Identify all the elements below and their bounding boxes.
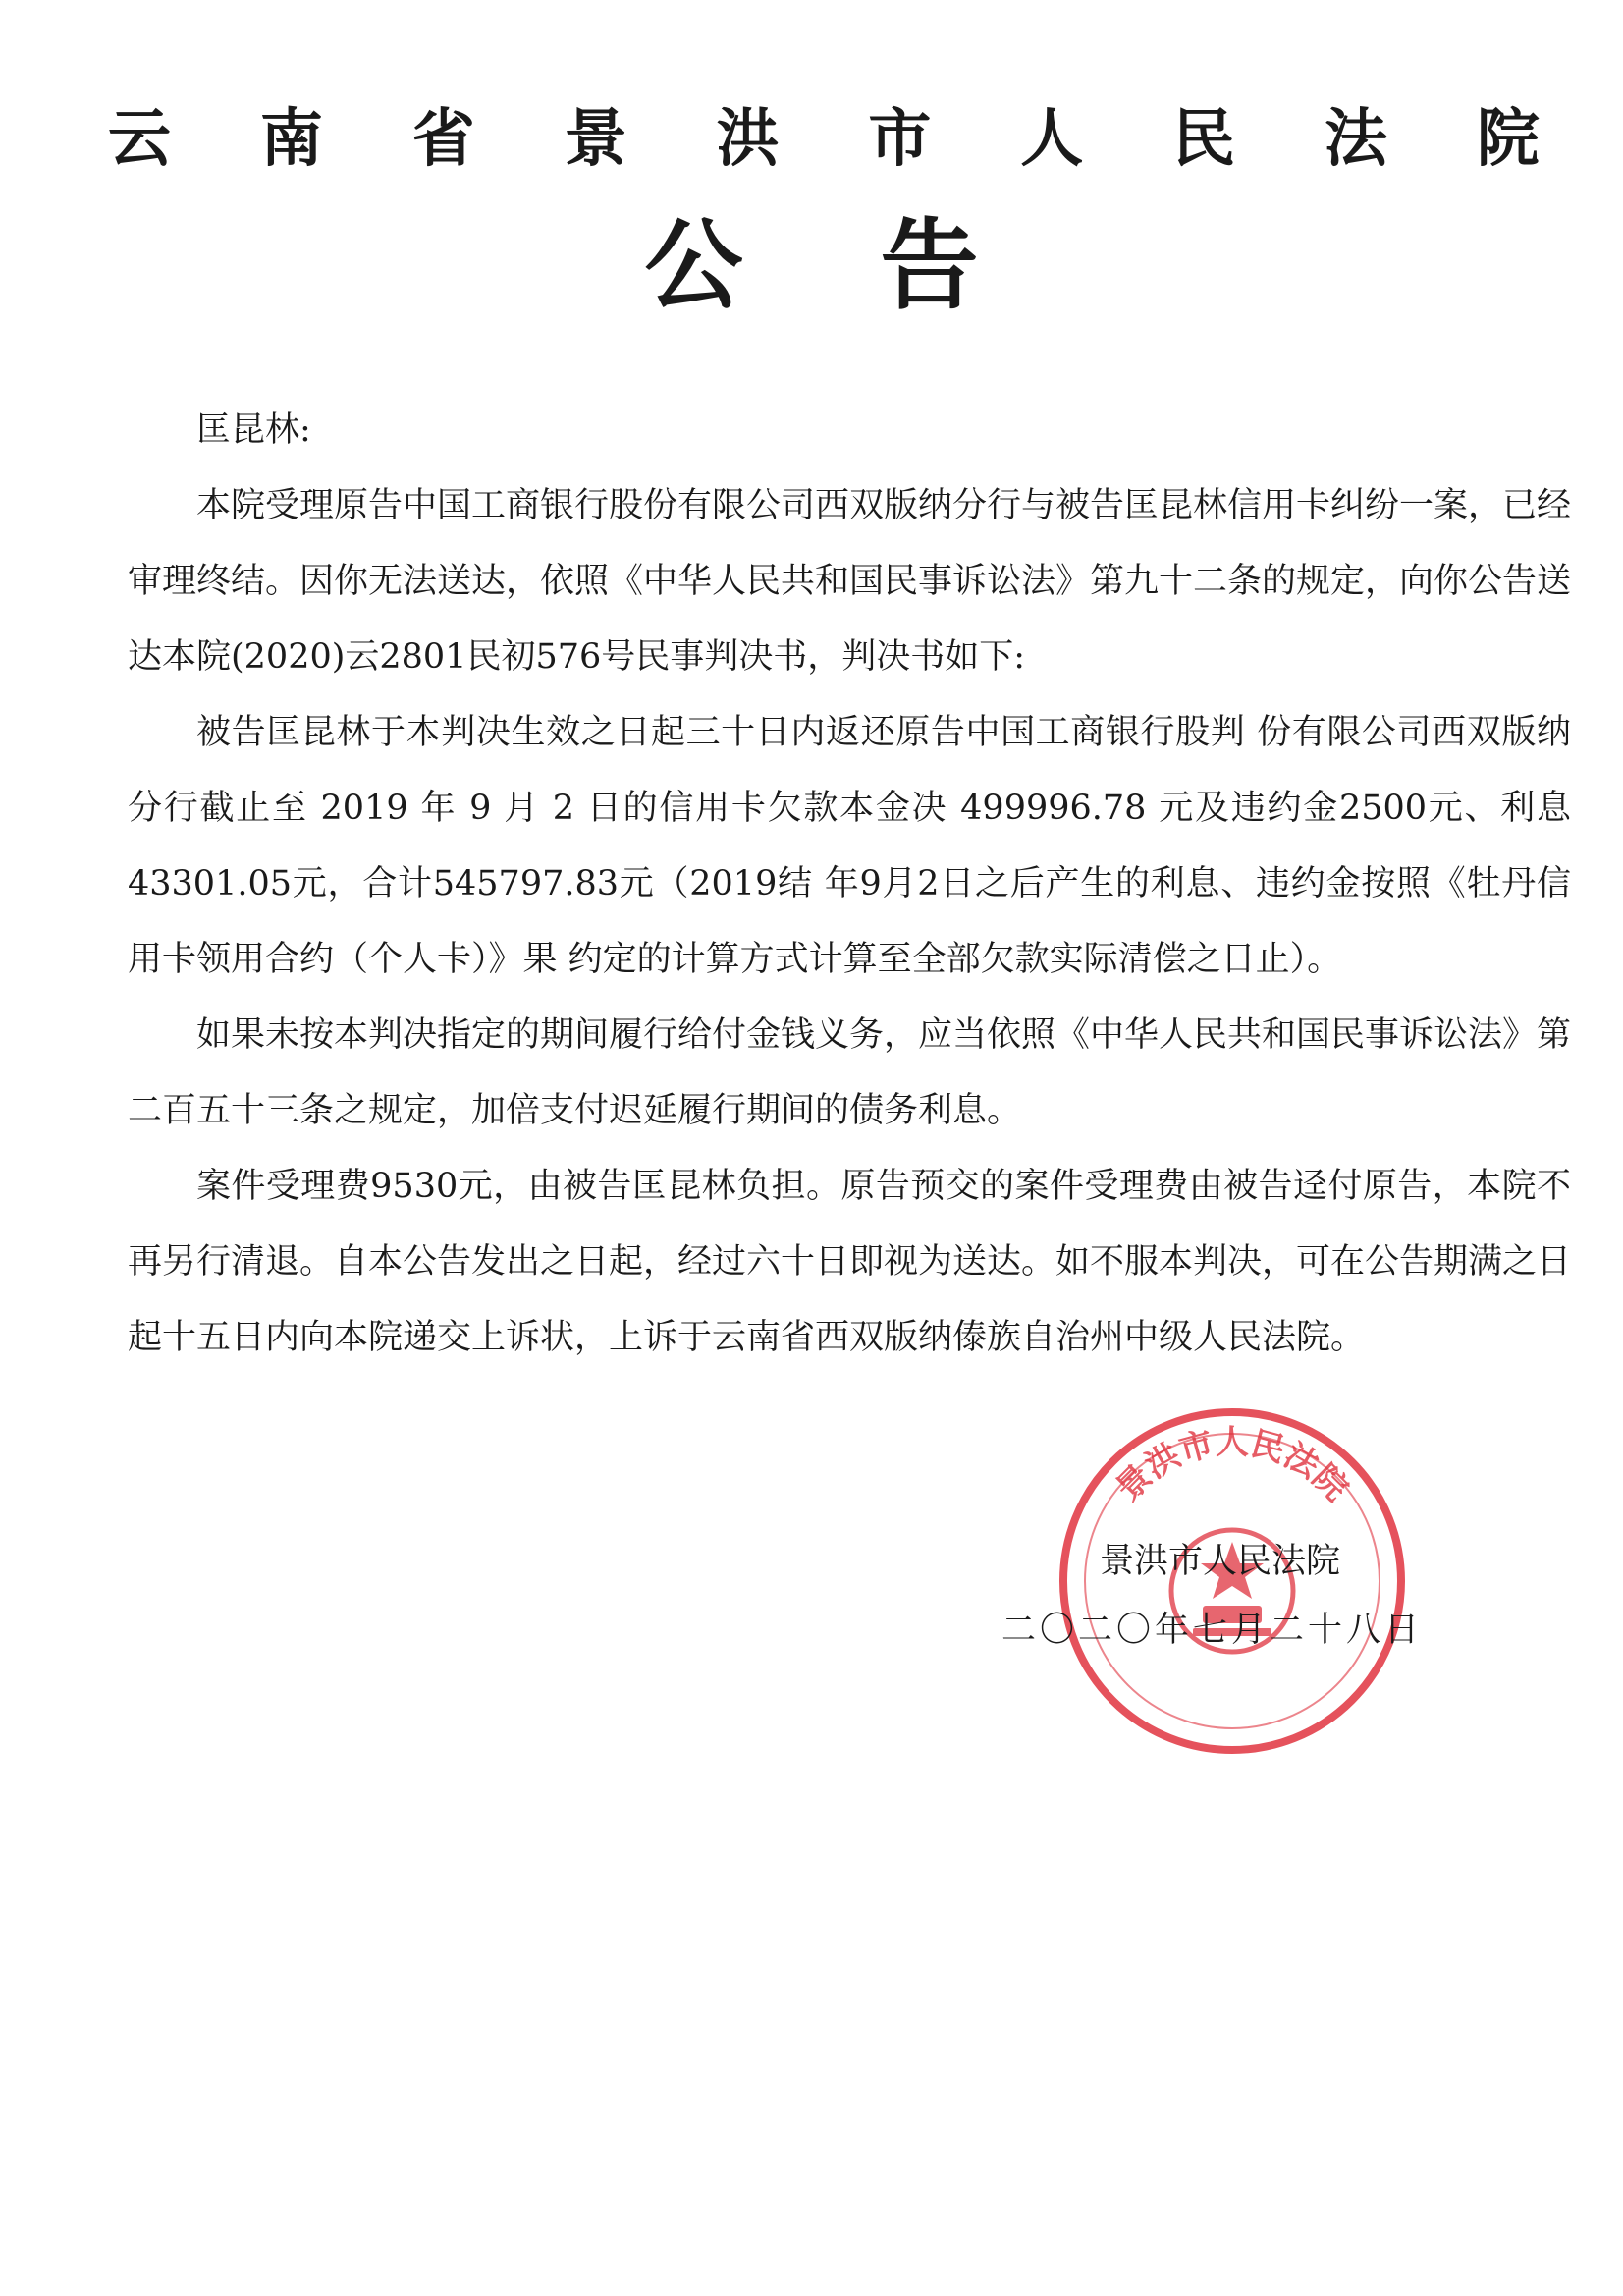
notice-paragraph: 如果未按本判决指定的期间履行给付金钱义务，应当依照《中华人民共和国民事诉讼法》第二百五十三条之规定，加倍支付迟延履行期间的债务利息。 <box>128 1015 1572 1130</box>
court-name-char: 省 <box>411 102 477 176</box>
signature-date: 二〇二〇年七月二十八日 <box>1001 1611 1424 1650</box>
court-name-char: 南 <box>259 102 325 176</box>
court-name-char: 洪 <box>716 102 782 176</box>
notice-body <box>128 393 1571 1376</box>
signature-block <box>1001 1527 1453 1665</box>
notice-paragraph: 案件受理费9530元，由被告匡昆林负担。原告预交的案件受理费由被告迳付原告，本院不再另行清退。自本公告发出之日起，经过六十日即视为送达。如不服本判决，可在公告期满之日起十五日内向本院递交上诉状，上诉于云南省西双版纳傣族自治州中级人民法院。 <box>128 1167 1572 1357</box>
court-name-char: 民 <box>1172 102 1238 176</box>
notice-paragraph: 本院受理原告中国工商银行股份有限公司西双版纳分行与被告匡昆林信用卡纠纷一案，已经审理终结。因你无法送达，依照《中华人民共和国民事诉讼法》第九十二条的规定，向你公告送达本院(2020)云2801民初576号民事判决书，判决书如下: <box>128 486 1572 677</box>
court-name-char: 景 <box>564 102 629 176</box>
notice-paragraph: 被告匡昆林于本判决生效之日起三十日内返还原告中国工商银行股判 份有限公司西双版纳分行截止至 2019 年 9 月 2 日的信用卡欠款本金决 499996.78 元及违约金2500元、利息43301.05元，合计545797.83元（2019结 年9月2日之后产生的利息、违约金按照《牡丹信用卡领用合约（个人卡）》果 约定的计算方式计算至全部欠款实际清偿之日止）。 <box>128 713 1571 979</box>
notice-title <box>0 187 1623 328</box>
court-name-char: 院 <box>1476 102 1542 176</box>
court-name-char: 云 <box>108 102 173 176</box>
addressee: 匡昆林: <box>196 410 311 450</box>
court-name-char: 市 <box>868 102 934 176</box>
notice-title-char: 告 <box>880 207 979 323</box>
notice-title-char: 公 <box>644 207 743 323</box>
court-name-heading <box>108 88 1542 179</box>
signature-court: 景洪市人民法院 <box>1100 1542 1341 1581</box>
court-name-char: 人 <box>1020 102 1086 176</box>
seal-text: 景洪市人民法院 <box>1109 1423 1356 1509</box>
court-name-char: 法 <box>1325 102 1389 176</box>
